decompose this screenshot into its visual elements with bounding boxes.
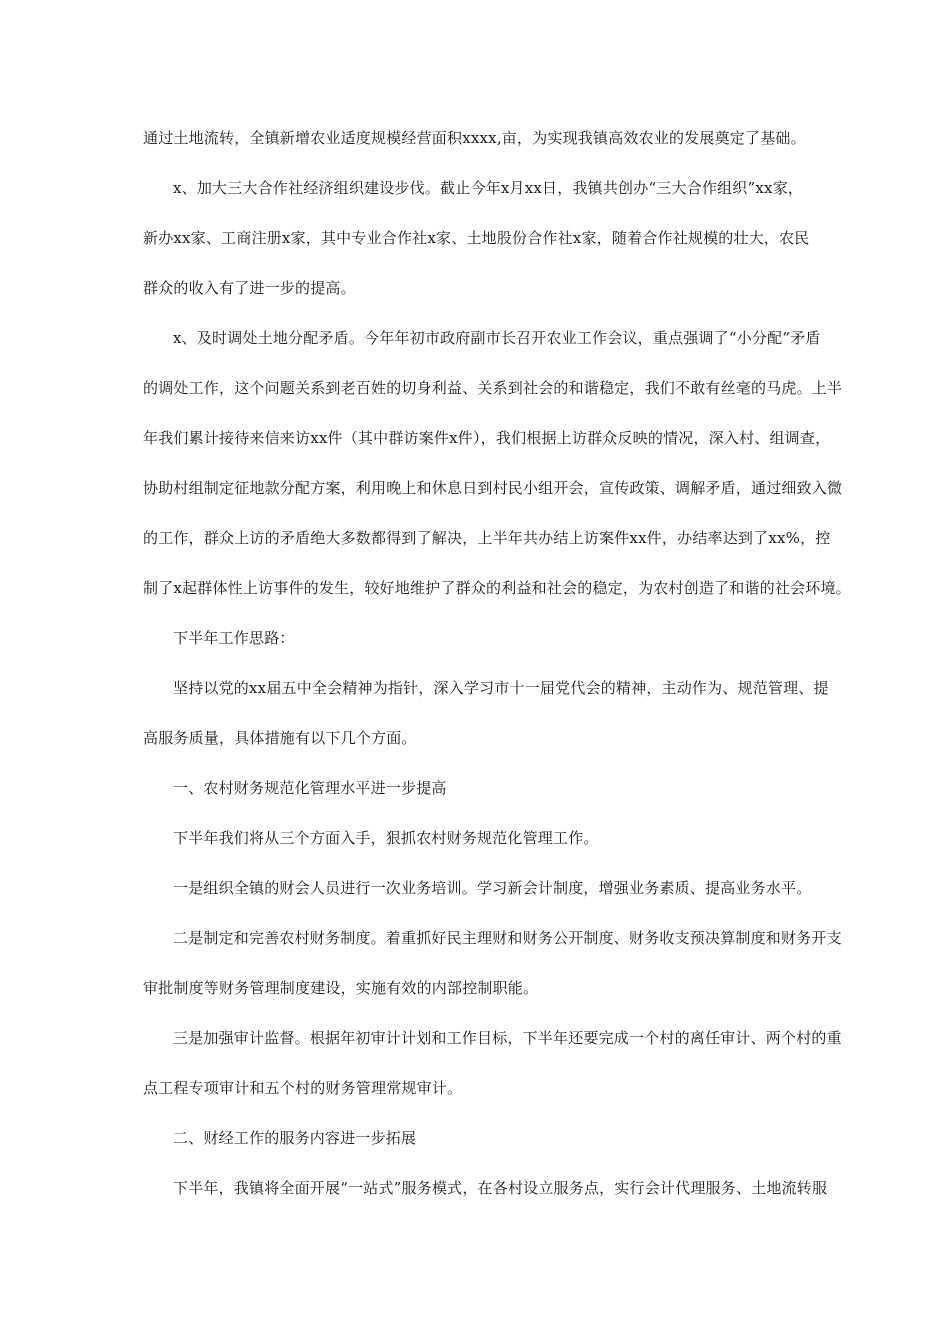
- paragraph-line: 协助村组制定征地款分配方案，利用晚上和休息日到村民小组开会，宣传政策、调解矛盾，通过细致入微: [143, 479, 843, 497]
- paragraph-line: 制了x起群体性上访事件的发生，较好地维护了群众的利益和社会的稳定，为农村创造了和谐的社会环境。: [143, 579, 851, 597]
- paragraph-line: 二是制定和完善农村财务制度。着重抓好民主理财和财务公开制度、财务收支预决算制度和财务开支: [173, 929, 842, 947]
- paragraph-line: 一是组织全镇的财会人员进行一次业务培训。学习新会计制度，增强业务素质、提高业务水平。: [173, 879, 812, 897]
- paragraph-line: 三是加强审计监督。根据年初审计计划和工作目标，下半年还要完成一个村的离任审计、两个村的重: [173, 1029, 842, 1047]
- section-label: 下半年工作思路：: [173, 629, 295, 647]
- paragraph-line: 点工程专项审计和五个村的财务管理常规审计。: [143, 1079, 463, 1097]
- paragraph-line: 通过土地流转，全镇新增农业适度规模经营面积xxxx,亩，为实现我镇高效农业的发展奠定了基础。: [143, 129, 806, 147]
- paragraph-line: 坚持以党的xx届五中全会精神为指针，深入学习市十一届党代会的精神，主动作为、规范管理、提: [173, 679, 829, 697]
- section-heading: 一、农村财务规范化管理水平进一步提高: [173, 779, 447, 797]
- paragraph-line: 的工作，群众上访的矛盾绝大多数都得到了解决，上半年共办结上访案件xx件，办结率达到了xx%，控: [143, 529, 831, 547]
- section-heading: 二、财经工作的服务内容进一步拓展: [173, 1129, 417, 1147]
- paragraph-line: 年我们累计接待来信来访xx件（其中群访案件x件），我们根据上访群众反映的情况，深入村、组调查，: [143, 429, 831, 447]
- paragraph-line: 高服务质量，具体措施有以下几个方面。: [143, 729, 417, 747]
- paragraph-line: 下半年我们将从三个方面入手，狠抓农村财务规范化管理工作。: [173, 829, 599, 847]
- paragraph-line: 审批制度等财务管理制度建设，实施有效的内部控制职能。: [143, 979, 539, 997]
- paragraph-line: 的调处工作，这个问题关系到老百姓的切身利益、关系到社会的和谐稳定，我们不敢有丝毫的马虎。上半: [143, 379, 843, 397]
- paragraph-line: 群众的收入有了进一步的提高。: [143, 279, 356, 297]
- paragraph-line: x、及时调处土地分配矛盾。今年年初市政府副市长召开农业工作会议，重点强调了“小分配”矛盾: [173, 329, 821, 347]
- paragraph-line: x、加大三大合作社经济组织建设步伐。截止今年x月xx日，我镇共创办“三大合作组织”xx家，: [173, 179, 804, 197]
- paragraph-line: 新办xx家、工商注册x家，其中专业合作社x家、土地股份合作社x家，随着合作社规模的壮大，农民: [143, 229, 810, 247]
- paragraph-line: 下半年，我镇将全面开展“一站式”服务模式，在各村设立服务点，实行会计代理服务、土地流转服: [173, 1179, 828, 1197]
